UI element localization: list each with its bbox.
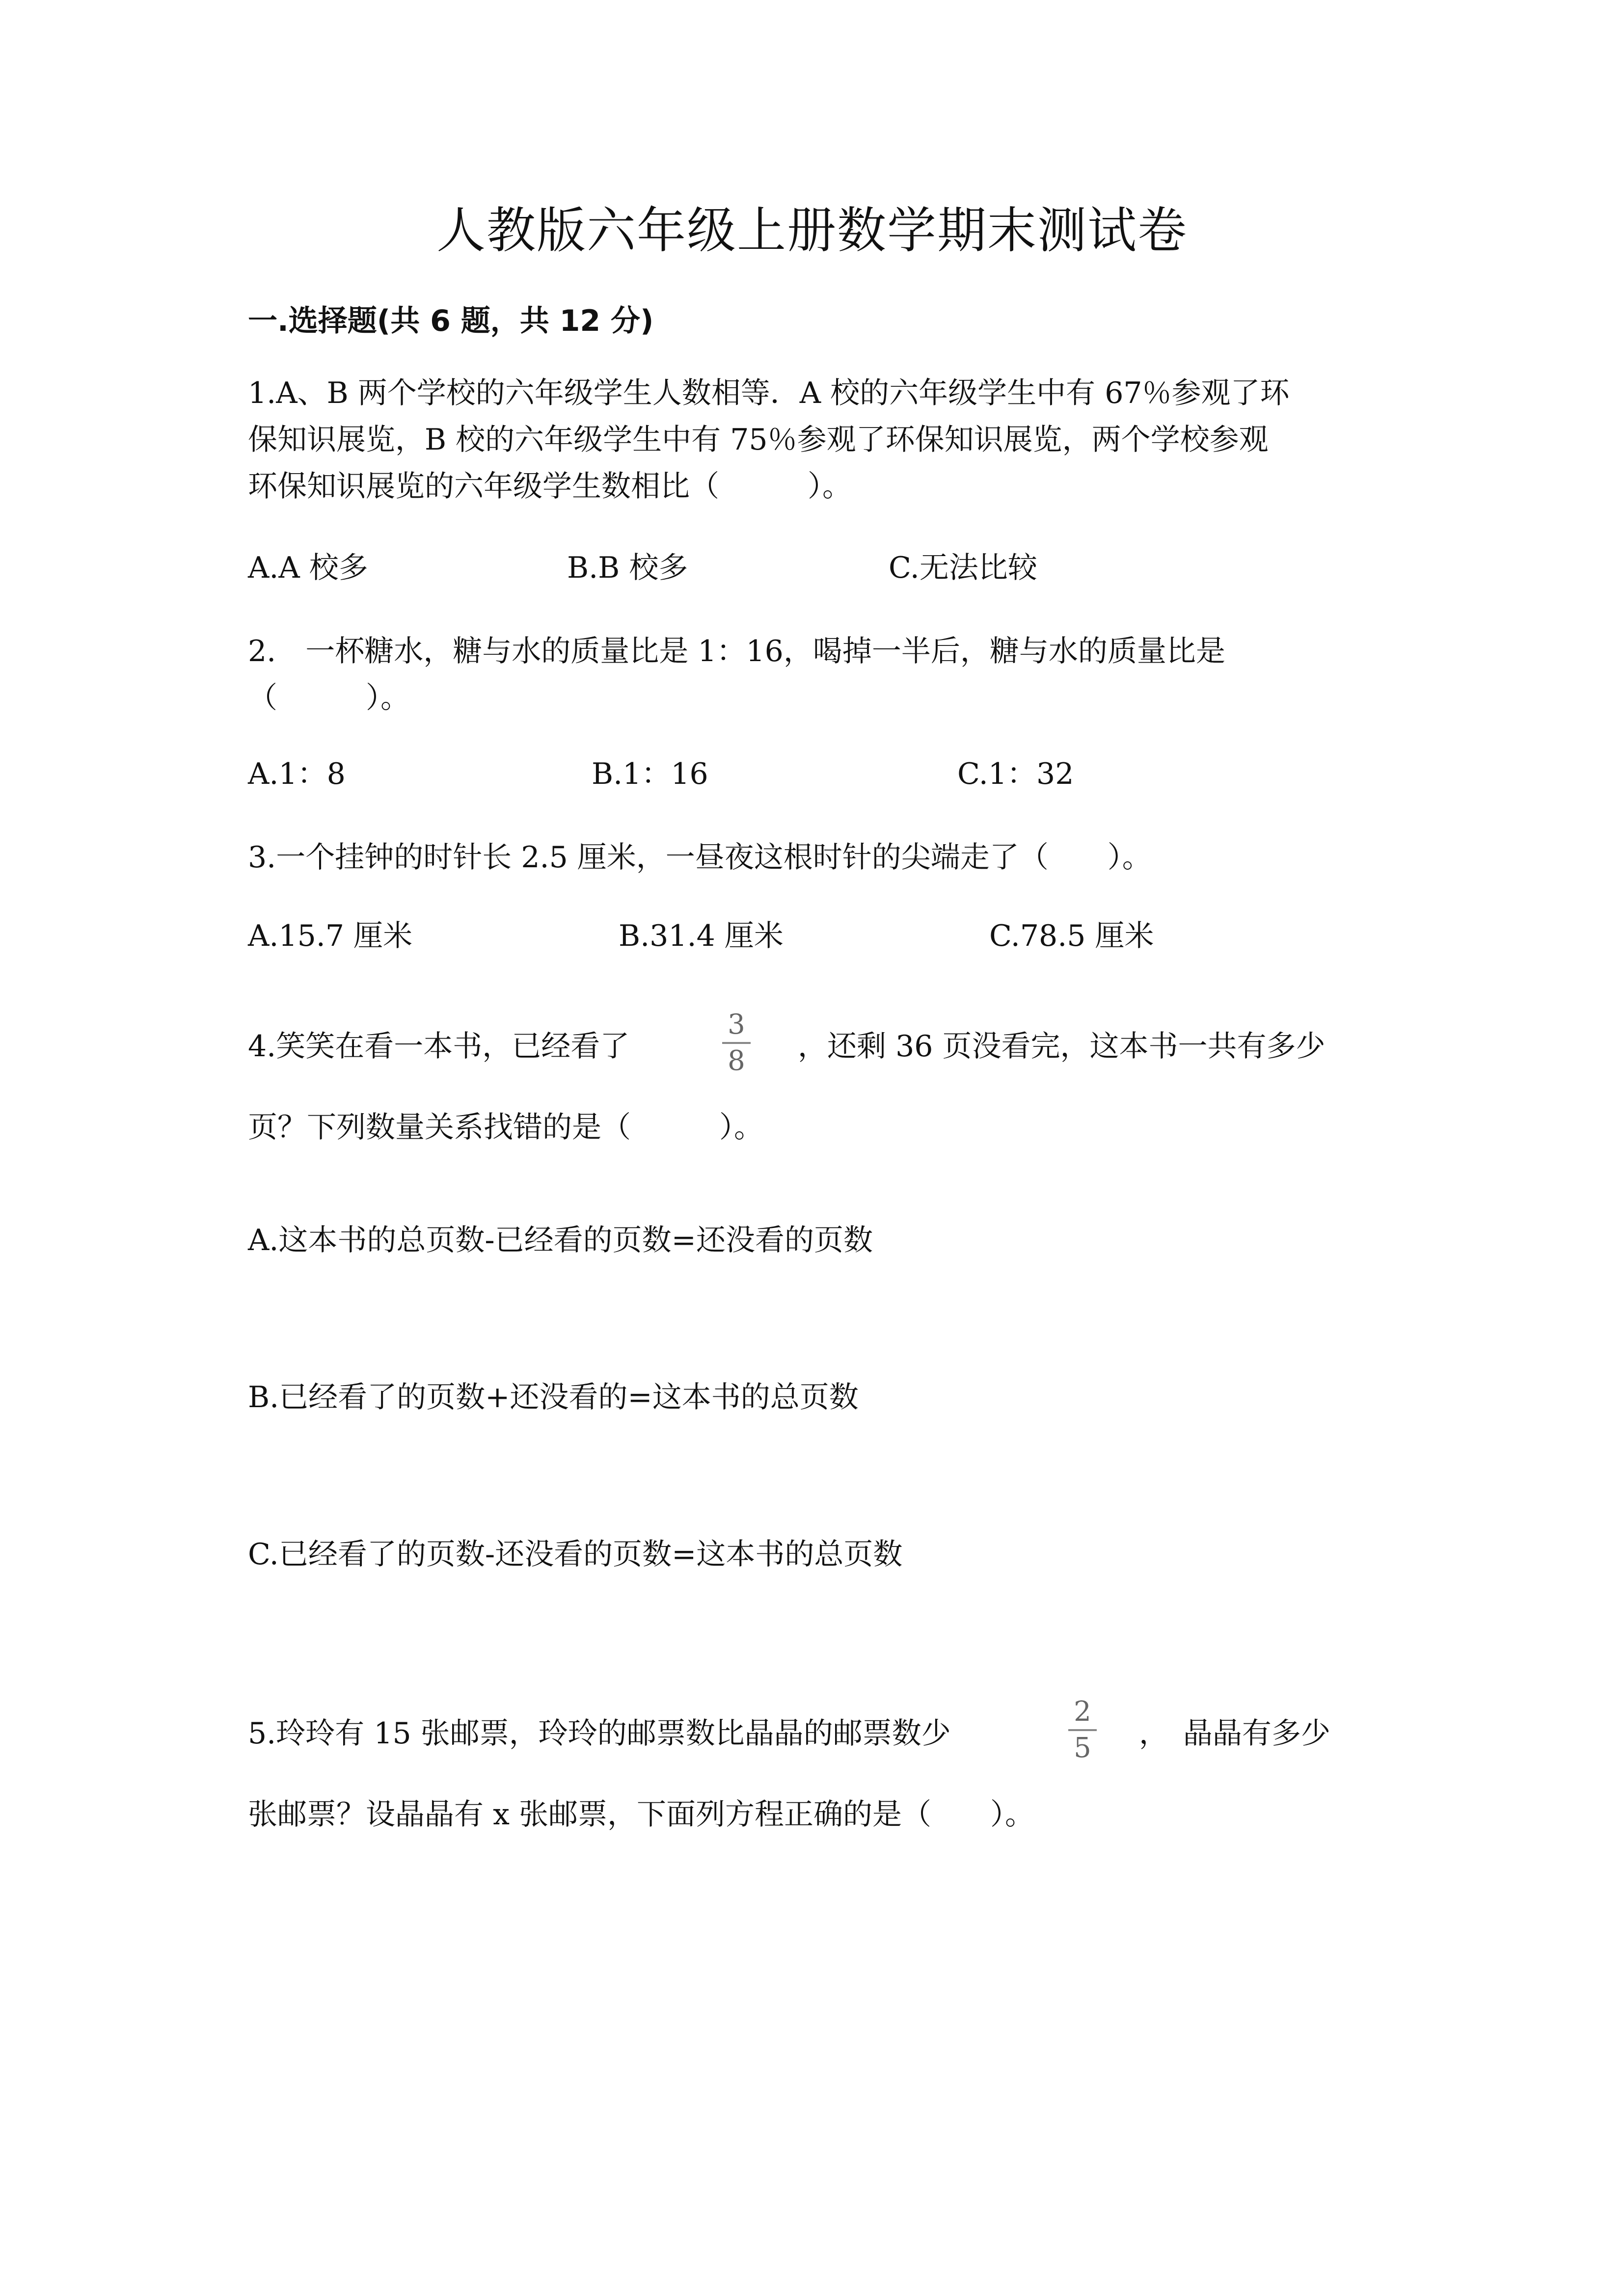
question-2-line-2: （ ）。 (248, 681, 410, 715)
question-4-option-a: A.这本书的总页数-已经看的页数=还没看的页数 (248, 1223, 873, 1257)
fraction-bar (722, 1042, 751, 1044)
fraction-bar (1068, 1729, 1097, 1731)
question-4-option-c: C.已经看了的页数-还没看的页数=这本书的总页数 (248, 1537, 903, 1572)
question-3-option-b: B.31.4 厘米 (619, 919, 784, 953)
question-5-fraction (1065, 1696, 1100, 1764)
question-1-option-b: B.B 校多 (567, 551, 688, 585)
question-4-line-2: 页？下列数量关系找错的是（ ）。 (248, 1110, 763, 1145)
question-1-option-c: C.无法比较 (889, 551, 1037, 585)
question-4-line-1-start: 4.笑笑在看一本书，已经看了 (248, 1029, 630, 1064)
fraction-numerator: 2 (1074, 1696, 1091, 1728)
section-heading: 一.选择题(共 6 题，共 12 分) (248, 304, 654, 338)
fraction-denominator: 5 (1074, 1732, 1091, 1764)
page-title: 人教版六年级上册数学期末测试卷 (436, 202, 1188, 259)
question-2-option-a: A.1：8 (248, 757, 346, 791)
question-3-option-a: A.15.7 厘米 (248, 919, 413, 953)
fraction-numerator: 3 (728, 1009, 745, 1041)
question-2-option-b: B.1：16 (592, 757, 708, 791)
fraction-denominator: 8 (728, 1045, 745, 1077)
question-1 (248, 370, 1407, 510)
question-3 (248, 834, 1407, 881)
question-3-option-c: C.78.5 厘米 (989, 919, 1154, 953)
question-2-line-1: 2. 一杯糖水，糖与水的质量比是 1：16，喝掉一半后，糖与水的质量比是 (248, 634, 1225, 668)
question-3-line-1: 3.一个挂钟的时针长 2.5 厘米，一昼夜这根时针的尖端走了（ ）。 (248, 840, 1152, 875)
question-4-line-1-end: ，还剩 36 页没看完，这本书一共有多少 (798, 1029, 1326, 1064)
question-5-line-1-end: ， 晶晶有多少 (1139, 1716, 1330, 1751)
question-1-line-3: 环保知识展览的六年级学生数相比（ ）。 (248, 469, 852, 504)
question-1-line-1: 1.A、B 两个学校的六年级学生人数相等．A 校的六年级学生中有 67％参观了环 (248, 376, 1290, 410)
question-4-fraction (719, 1009, 754, 1077)
question-5-line-2: 张邮票？设晶晶有 x 张邮票，下面列方程正确的是（ ）。 (248, 1797, 1034, 1832)
question-5-line-1-start: 5.玲玲有 15 张邮票，玲玲的邮票数比晶晶的邮票数少 (248, 1716, 951, 1751)
question-2 (248, 628, 1407, 721)
question-4-option-b: B.已经看了的页数+还没看的=这本书的总页数 (248, 1380, 859, 1415)
question-2-option-c: C.1：32 (957, 757, 1074, 791)
question-1-option-a: A.A 校多 (248, 551, 368, 585)
question-1-line-2: 保知识展览，B 校的六年级学生中有 75％参观了环保知识展览，两个学校参观 (248, 423, 1269, 457)
